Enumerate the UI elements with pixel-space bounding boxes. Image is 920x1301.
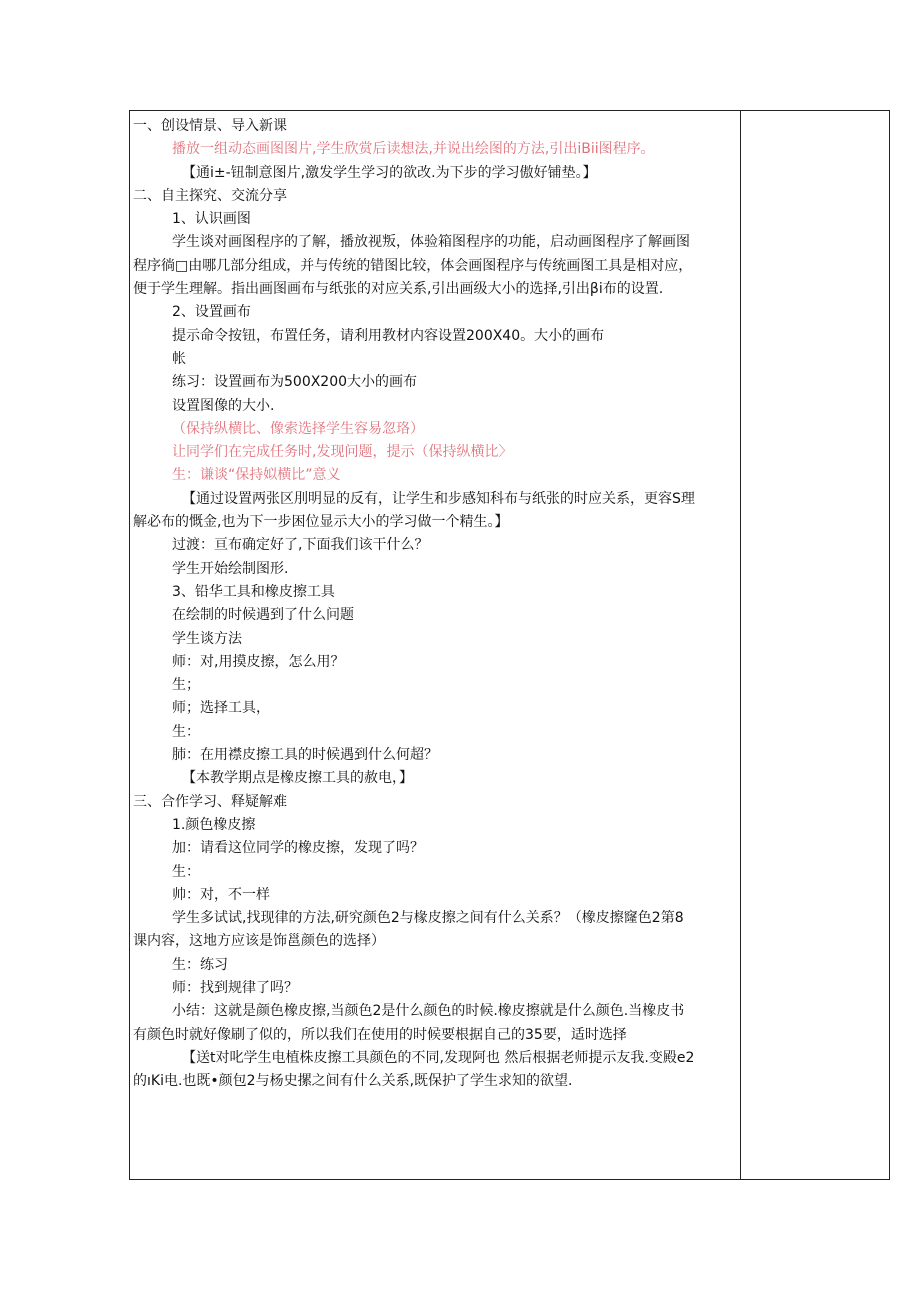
text-line: 【通过设置两张区刖明显的反有，让学生和步感知科布与纸张的时应关系，更容S理 <box>182 490 695 507</box>
text-line: 学生谈对画图程序的了解，播放视叛，体验箱图程序的功能，启动画图程序了解画图 <box>172 234 690 251</box>
text-line: 3、铅华工具和橡皮擦工具 <box>172 583 335 600</box>
notes-cell <box>741 111 889 1179</box>
text-line: 一、创设情景、导入新课 <box>133 118 287 134</box>
text-line: 学生多试试,找现律的方法,研究颜色2与椽皮擦之间有什么关系？（橡皮擦窿色2第8 <box>172 910 684 927</box>
text-line: 师：找到规律了吗？ <box>172 979 298 996</box>
text-line: 练习：设置画布为500X200大小的画布 <box>172 374 418 391</box>
text-line: 让同学们在完成任务时,发现问题，提示（保持纵横比〉 <box>172 444 513 461</box>
text-line: 设置图像的大小. <box>172 397 275 414</box>
text-line: 便于学生理解。指出画图画布与纸张的对应关系,引出画级大小的选择,引出βi布的设置. <box>133 281 664 298</box>
text-line: 学生谈方法 <box>172 630 242 647</box>
text-line: 师：对,用摸皮擦，怎么用？ <box>172 653 345 670</box>
text-line: 程序徜□由哪几部分组成，并与传统的错图比较，体会画图程序与传统画图工具是相对应， <box>133 257 693 274</box>
text-line: 学生开始绘制图形. <box>172 560 289 577</box>
text-line: 播放一组动态画图图片,学生欣赏后读想法,并说出绘图的方法,引出iBii图程序。 <box>172 141 655 158</box>
text-line: 【本教学期点是橡皮擦工具的赦电，】 <box>182 770 413 787</box>
text-line: 生：练习 <box>172 956 228 973</box>
text-line: 师；选择工具， <box>172 700 270 717</box>
text-line: 小结：这就是颜色橡皮擦,当颜色2是什么颜色的时候.橡皮擦就是什么颜色.当橡皮书 <box>172 1003 685 1020</box>
text-line: 三、合作学习、释疑解难 <box>133 793 287 810</box>
lesson-content-cell <box>130 111 741 1179</box>
text-line: 的ıKi电.也既•颜包2与杨史摞之间有什么关系,既保护了学生求知的欲望. <box>133 1073 573 1090</box>
text-line: 有颜色时就好像刷了似的，所以我们在使用的时候要根据自己的35要，适时选择 <box>133 1026 627 1043</box>
text-line: 生： <box>172 723 200 740</box>
text-line: 二、自主探究、交流分享 <box>133 187 287 204</box>
text-line: 帐 <box>172 350 186 367</box>
lesson-table <box>129 110 890 1180</box>
text-line: 【送t对叱学生电植株皮擦工具颜色的不同,发现阿也 然后根据老师提示友我.变殿e2 <box>182 1049 695 1066</box>
text-line: 解必布的慨金,也为下一步困位显示大小的学习做一个精生。】 <box>133 514 509 531</box>
text-line: 2、设置画布 <box>172 304 251 321</box>
lesson-text <box>130 115 741 1093</box>
text-line: 过渡：亘布确定好了,下面我们该干什么？ <box>172 537 429 554</box>
text-line: 帅：对，不一样 <box>172 886 270 903</box>
text-line: 加：请看这位同学的橡皮擦，发现了吗？ <box>172 840 424 857</box>
text-line: 1.颜色橡皮擦 <box>172 816 256 833</box>
text-line: 1、认识画图 <box>172 211 251 228</box>
text-line: 【通i±-钮制意图片,激发学生学习的欲改.为下步的学习傲好铺垫。】 <box>182 164 597 181</box>
text-line: 生：谦谈“保持姒横比”意义 <box>172 467 341 484</box>
text-line: 课内容，这地方应该是饰邕颜色的选择） <box>133 933 385 950</box>
text-line: 在绘制的时候遇到了什么问题 <box>172 607 354 624</box>
text-line: 生： <box>172 863 200 880</box>
text-line: 提示命令按钮，布置任务，请利用教材内容设置200X40。大小的画布 <box>172 327 605 344</box>
text-line: 生； <box>172 677 200 694</box>
text-line: （保持纵横比、像索选择学生容易忽珞） <box>172 420 424 437</box>
text-line: 肺：在用襟皮擦工具的时候遇到什么何超？ <box>172 747 438 764</box>
